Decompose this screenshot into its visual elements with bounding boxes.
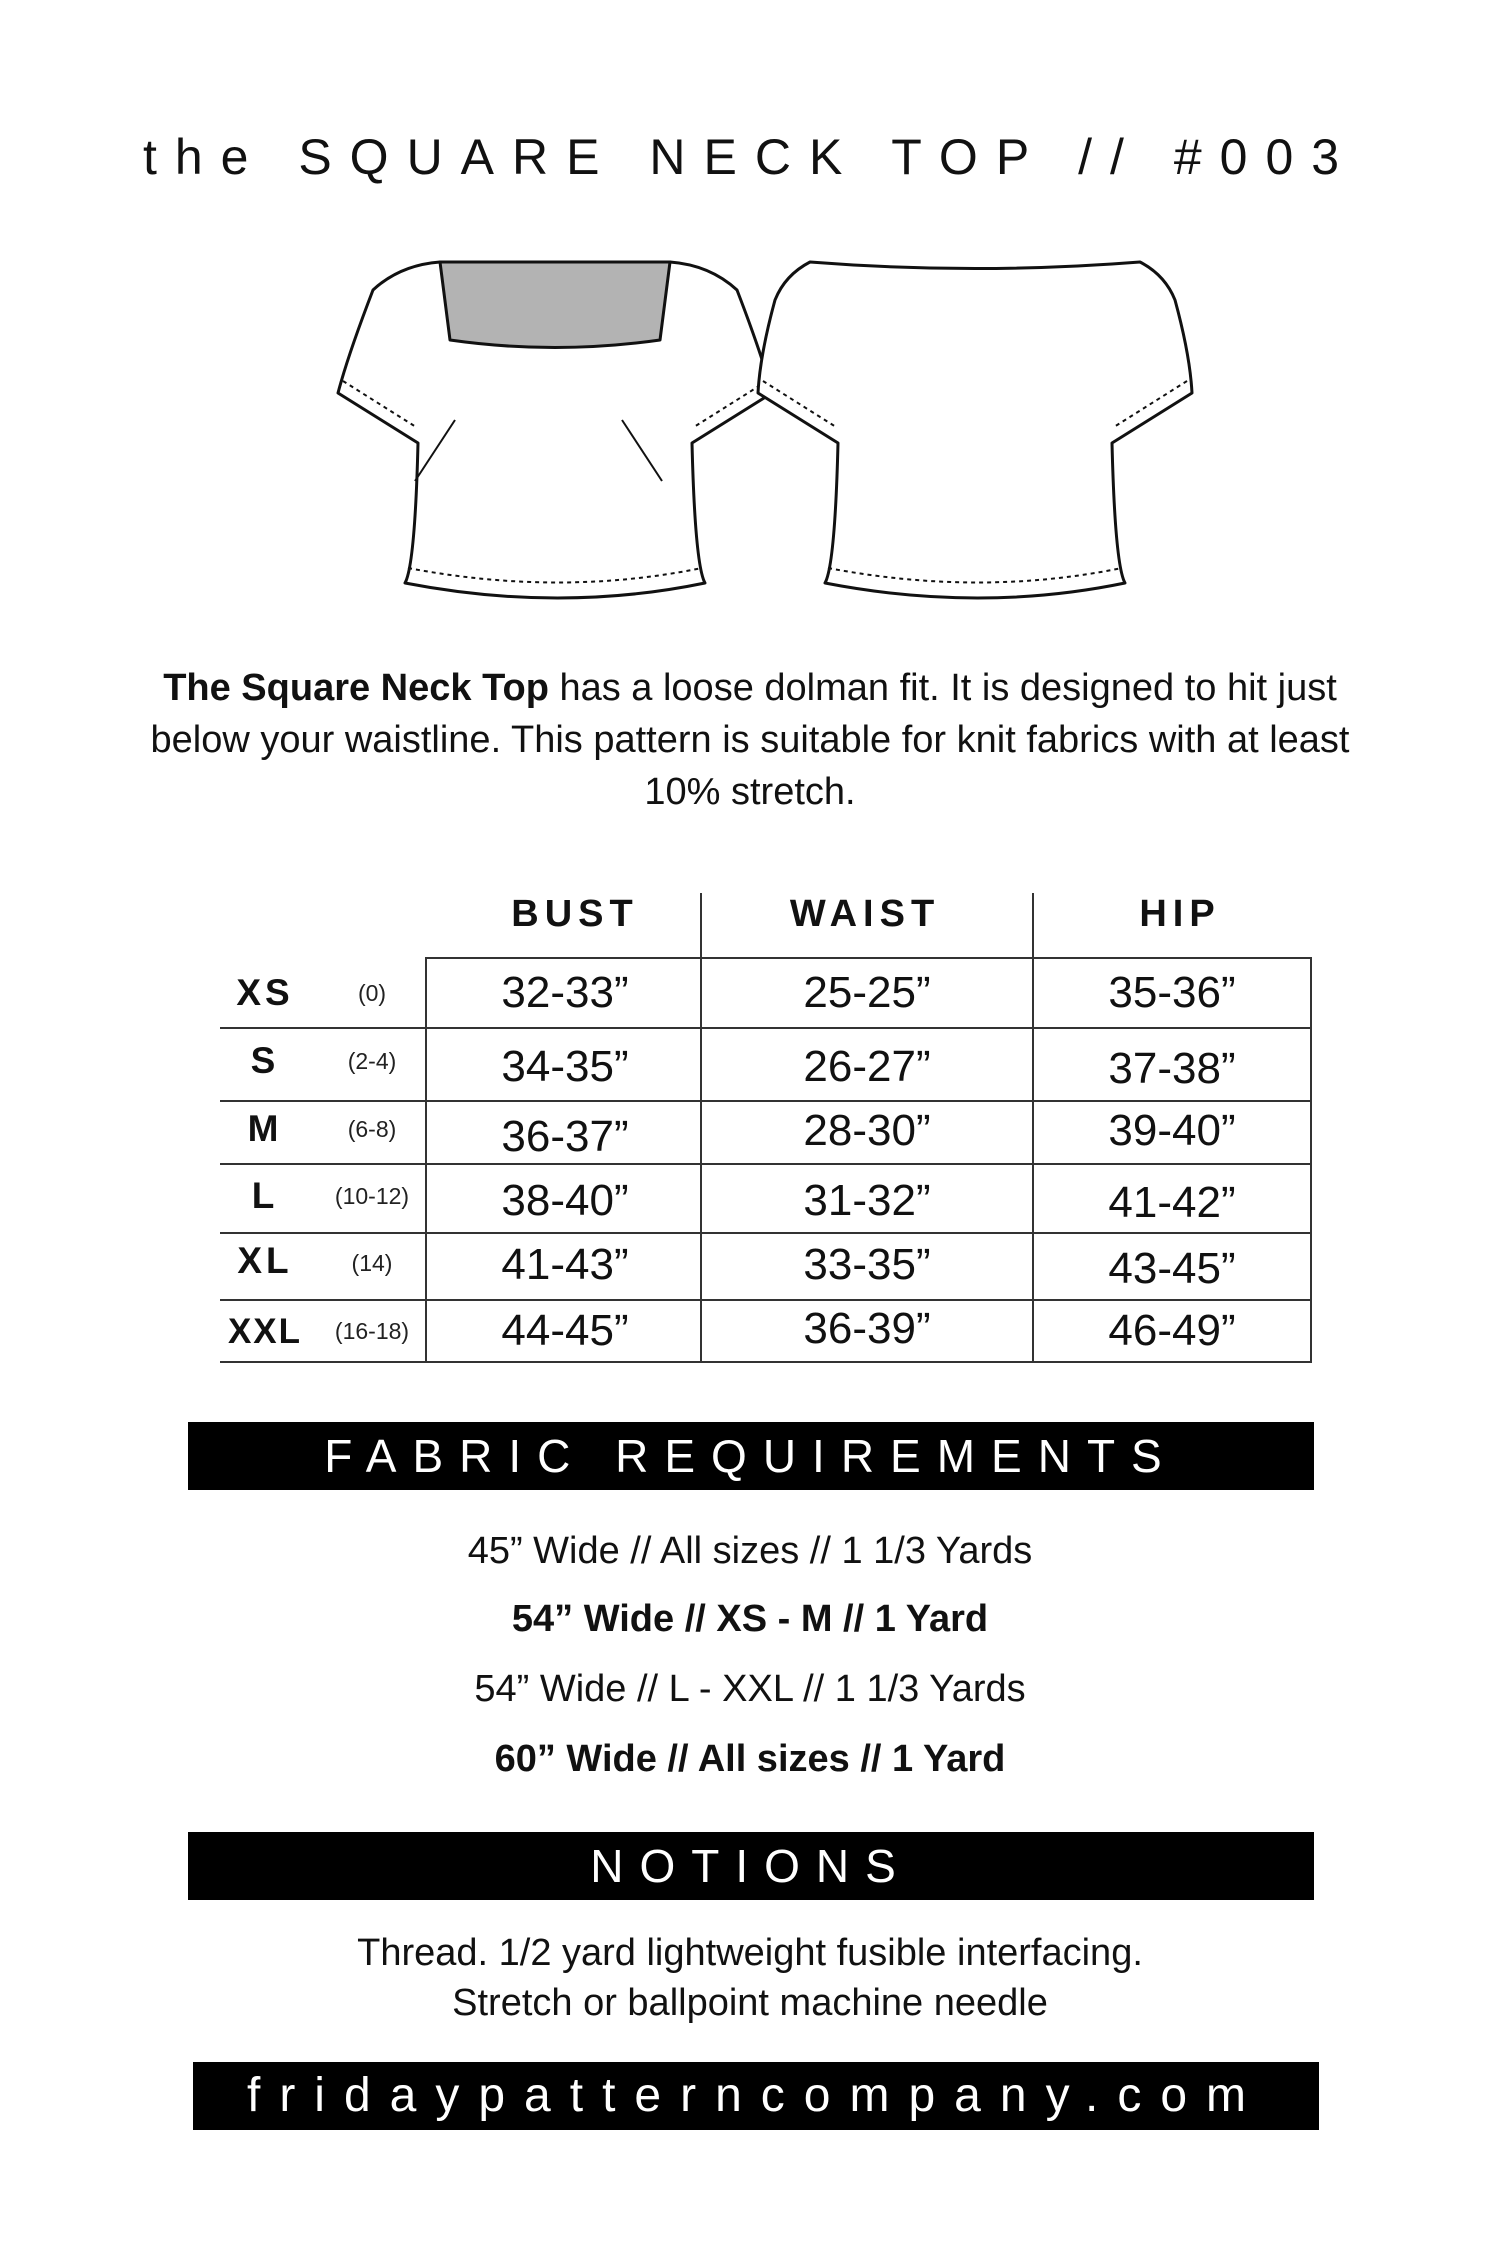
grid-line: [220, 1163, 1312, 1165]
size-label: L: [251, 1175, 279, 1216]
grid-line: [220, 1100, 1312, 1102]
size-number: (0): [357, 980, 387, 1006]
size-number: (2-4): [347, 1048, 397, 1074]
size-label: XS: [236, 972, 294, 1013]
size-number: (10-12): [334, 1183, 410, 1209]
pattern-description: [110, 662, 1390, 818]
bust-cell: 41-43”: [501, 1240, 629, 1289]
size-label: S: [250, 1040, 280, 1081]
column-header-bust: BUST: [511, 893, 639, 935]
size-number: (14): [351, 1250, 393, 1276]
size-label: M: [247, 1108, 283, 1149]
back-view-top: [758, 262, 1192, 598]
fabric-line: 60” Wide // All sizes // 1 Yard: [494, 1738, 1006, 1780]
waist-cell: 26-27”: [803, 1042, 931, 1091]
description-bold: The Square Neck Top: [163, 667, 549, 709]
bust-cell: 44-45”: [501, 1306, 629, 1355]
hip-cell: 46-49”: [1108, 1306, 1236, 1355]
column-header-hip: HIP: [1139, 893, 1221, 935]
hip-cell: 35-36”: [1108, 968, 1236, 1017]
column-header-waist: WAIST: [789, 893, 941, 935]
waist-cell: 33-35”: [803, 1240, 931, 1289]
size-number: (6-8): [347, 1116, 397, 1142]
grid-line: [220, 1232, 1312, 1234]
hip-cell: 39-40”: [1108, 1106, 1236, 1155]
grid-line: [220, 1361, 1312, 1363]
website-footer[interactable]: fridaypatterncompany.com: [193, 2062, 1319, 2130]
description-text: has a loose dolman fit. It is designed to hit just below your waistline. This pattern is suitable for knit fabrics with at least 10% stretch.: [150, 667, 1350, 813]
notions-heading: NOTIONS: [188, 1832, 1314, 1900]
bust-cell: 38-40”: [501, 1176, 629, 1225]
bust-cell: 32-33”: [501, 968, 629, 1017]
size-label: XL: [237, 1240, 293, 1281]
bust-cell: 36-37”: [501, 1112, 629, 1161]
size-number: (16-18): [334, 1318, 410, 1344]
hip-cell: 41-42”: [1108, 1178, 1236, 1227]
fabric-line: 54” Wide // XS - M // 1 Yard: [511, 1598, 989, 1640]
hip-cell: 43-45”: [1108, 1244, 1236, 1293]
grid-line: [1310, 957, 1312, 1363]
grid-line: [220, 1027, 1312, 1029]
front-view-top: [338, 262, 772, 598]
waist-cell: 31-32”: [803, 1176, 931, 1225]
fabric-requirements-heading: FABRIC REQUIREMENTS: [188, 1422, 1314, 1490]
grid-line: [425, 957, 1312, 959]
size-label: XXL: [227, 1312, 303, 1351]
grid-line: [425, 957, 427, 1363]
garment-illustration: [0, 245, 1500, 645]
waist-cell: 28-30”: [803, 1106, 931, 1155]
bust-cell: 34-35”: [501, 1042, 629, 1091]
grid-line: [220, 1299, 1312, 1301]
notions-line: Thread. 1/2 yard lightweight fusible interfacing.: [357, 1932, 1143, 1974]
notions-line: Stretch or ballpoint machine needle: [452, 1982, 1048, 2024]
pattern-title: the SQUARE NECK TOP // #003: [142, 129, 1358, 185]
waist-cell: 25-25”: [803, 968, 931, 1017]
waist-cell: 36-39”: [803, 1304, 931, 1353]
fabric-line: 45” Wide // All sizes // 1 1/3 Yards: [467, 1530, 1033, 1572]
hip-cell: 37-38”: [1108, 1044, 1236, 1093]
fabric-line: 54” Wide // L - XXL // 1 1/3 Yards: [474, 1668, 1026, 1710]
